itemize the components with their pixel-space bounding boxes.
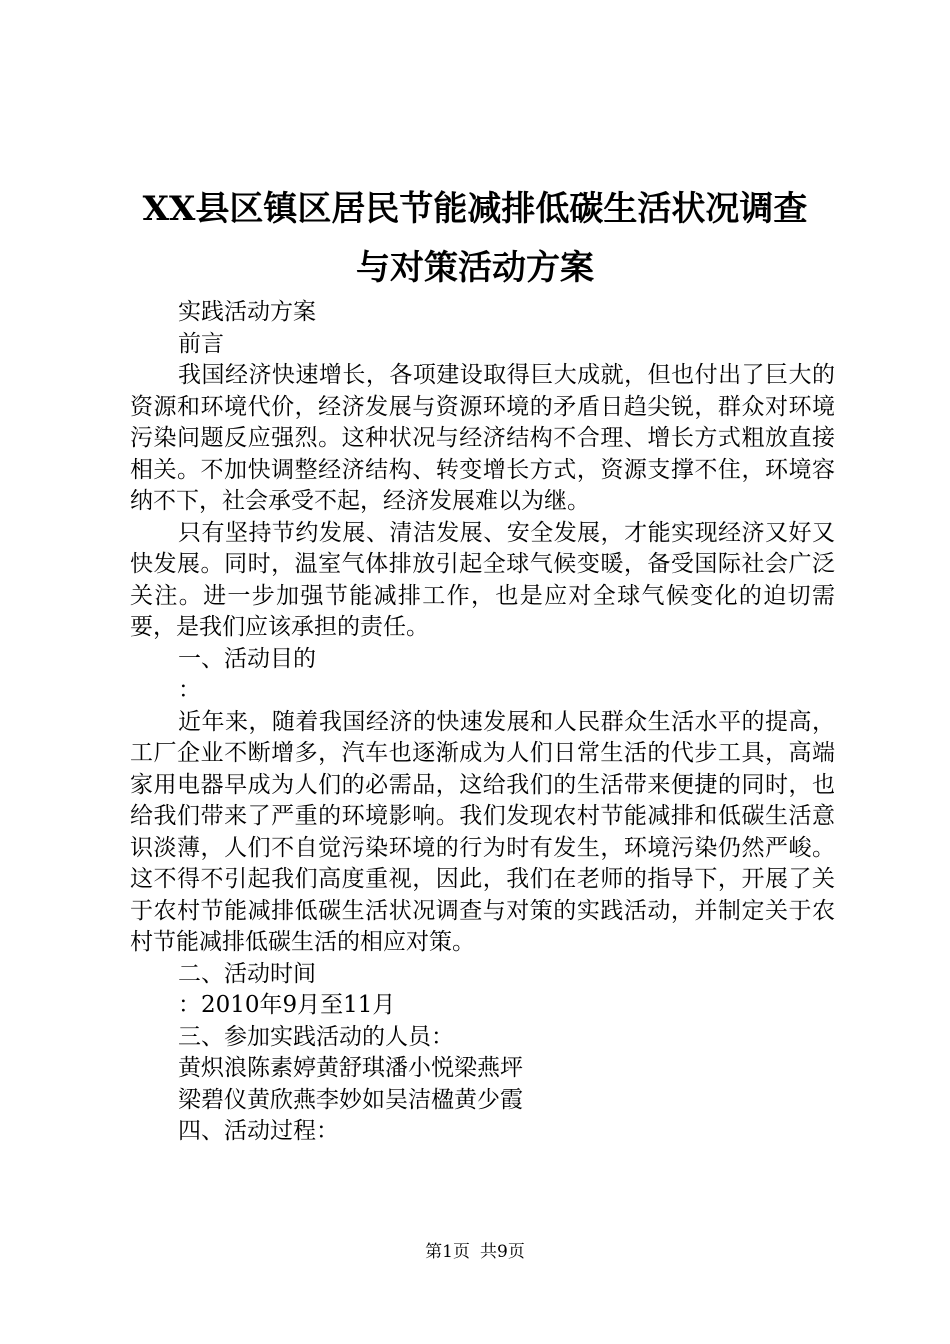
document-body — [130, 297, 835, 1148]
section-heading-plan: 实践活动方案 — [178, 299, 316, 325]
paragraph-sustainable-development: 只有坚持节约发展、清洁发展、安全发展，才能实现经济又好又快发展。同时，温室气体排放引起全球气候变暖，备受国际社会广泛关注。进一步加强节能减排工作，也是应对全球气候变化的迫切需要，是我们应该承担的责任。 — [130, 519, 835, 640]
page-number: 第1页 — [425, 1242, 470, 1262]
page-total: 共9页 — [480, 1242, 525, 1262]
activity-time: ：2010年9月至11月 — [178, 992, 396, 1018]
section-heading-purpose: 一、活动目的 — [178, 645, 316, 672]
page-footer — [0, 1244, 950, 1261]
purpose-colon: ： — [178, 677, 201, 703]
section-heading-participants: 三、参加实践活动的人员： — [178, 1023, 454, 1050]
section-heading-preface: 前言 — [178, 330, 224, 357]
paragraph-purpose: 近年来，随着我国经济的快速发展和人民群众生活水平的提高，工厂企业不断增多，汽车也逐渐成为人们日常生活的代步工具，高端家用电器早成为人们的必需品，这给我们的生活带来便捷的同时，也给我们带来了严重的环境影响。我们发现农村节能减排和低碳生活意识淡薄，人们不自觉污染环境的行为时有发生，环境污染仍然严峻。这不得不引起我们高度重视，因此，我们在老师的指导下，开展了关于农村节能减排低碳生活状况调查与对策的实践活动，并制定关于农村节能减排低碳生活的相应对策。 — [130, 708, 835, 955]
participants-line-1: 黄炽浪陈素婷黄舒琪潘小悦梁燕坪 — [178, 1055, 523, 1081]
document-title-line-1: XX县区镇区居民节能减排低碳生活状况调查 — [142, 189, 808, 229]
section-heading-process: 四、活动过程： — [178, 1118, 339, 1144]
document-title-line-2: 与对策活动方案 — [356, 248, 594, 288]
participants-line-2: 梁碧仪黄欣燕李妙如吴洁楹黄少霞 — [178, 1086, 523, 1113]
section-heading-time: 二、活动时间 — [178, 960, 316, 987]
paragraph-economy: 我国经济快速增长，各项建设取得巨大成就，但也付出了巨大的资源和环境代价，经济发展与资源环境的矛盾日趋尖锐，群众对环境污染问题反应强烈。这种状况与经济结构不合理、增长方式粗放直接相关。不加快调整经济结构、转变增长方式，资源支撑不住，环境容纳不下，社会承受不起，经济发展难以为继。 — [130, 362, 835, 514]
